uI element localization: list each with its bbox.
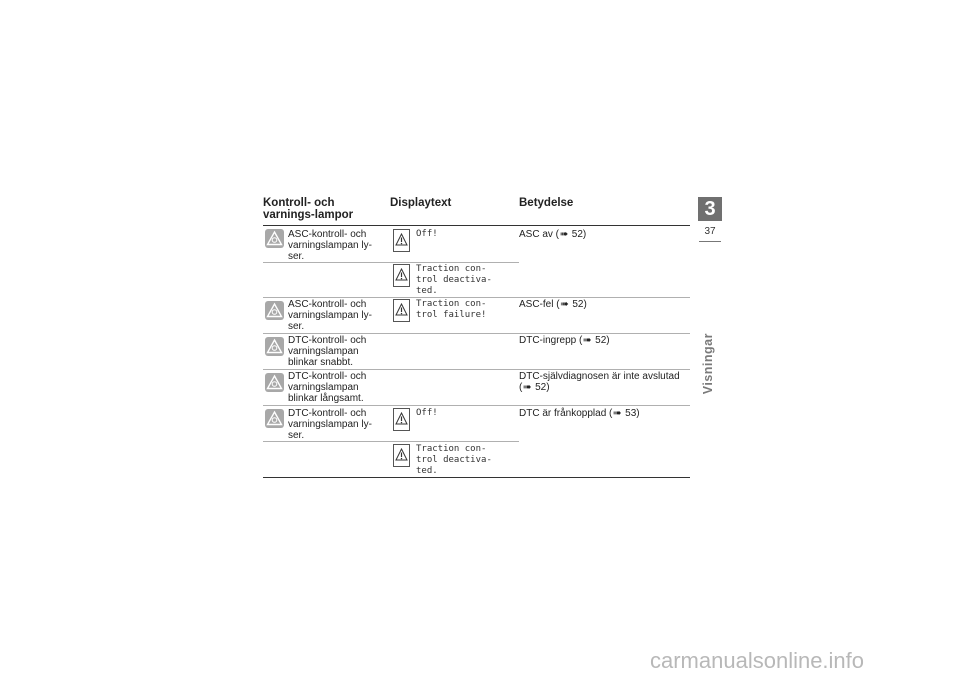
column-header-display: Displaytext xyxy=(390,197,452,209)
display-text: Off! xyxy=(416,229,438,239)
table-bottom-divider xyxy=(263,477,690,478)
row-divider xyxy=(263,369,690,370)
meaning-text: ASC av (➠ 52) xyxy=(519,229,587,240)
lamp-description: ASC-kontroll- och varningslampan ly-ser. xyxy=(288,229,372,262)
warning-triangle-icon xyxy=(393,264,410,287)
warning-triangle-icon xyxy=(393,444,410,467)
tab-divider xyxy=(699,241,721,242)
warning-triangle-icon xyxy=(393,299,410,322)
watermark: carmanualsonline.info xyxy=(650,648,865,673)
row-divider xyxy=(263,405,690,406)
display-text: Traction con- trol deactiva- ted. xyxy=(416,444,492,476)
page-reference[interactable]: 52 xyxy=(571,229,583,240)
page-reference[interactable]: 53 xyxy=(625,408,637,419)
arrow-reference-icon: ➠ xyxy=(583,335,592,346)
warning-triangle-icon xyxy=(393,229,410,252)
section-title: Visningar xyxy=(701,333,715,395)
display-text: Traction con- trol deactiva- ted. xyxy=(416,264,492,296)
arrow-reference-icon: ➠ xyxy=(559,229,569,240)
page-reference[interactable]: 52 xyxy=(595,335,607,346)
meaning-label: ASC av xyxy=(519,229,553,240)
warning-triangle-icon xyxy=(393,408,410,431)
lamp-description: DTC-kontroll- och varningslampan blinkar snabbt. xyxy=(288,335,367,368)
page-reference[interactable]: 52 xyxy=(572,299,584,310)
asc-warning-lamp-icon xyxy=(265,301,284,320)
row-divider xyxy=(263,333,690,334)
lamp-description: ASC-kontroll- och varningslampan ly-ser. xyxy=(288,299,372,332)
dtc-warning-lamp-icon xyxy=(265,337,284,356)
display-text: Traction con- trol failure! xyxy=(416,299,487,320)
meaning-text: DTC-självdiagnosen är inte avslutad (➠ 52) xyxy=(519,371,680,393)
meaning-text: ASC-fel (➠ 52) xyxy=(519,299,587,310)
arrow-reference-icon: ➠ xyxy=(523,382,532,393)
meaning-label: ASC-fel xyxy=(519,299,554,310)
dtc-warning-lamp-icon xyxy=(265,409,284,428)
arrow-reference-icon: ➠ xyxy=(560,299,569,310)
meaning-label: DTC-självdiagnosen är inte avslutad xyxy=(519,371,680,382)
page-number: 37 xyxy=(704,226,716,237)
asc-warning-lamp-icon xyxy=(265,229,284,248)
header-divider xyxy=(263,225,690,226)
display-text: Off! xyxy=(416,408,438,418)
page-reference[interactable]: 52 xyxy=(535,382,547,393)
lamp-description: DTC-kontroll- och varningslampan ly-ser. xyxy=(288,408,372,441)
meaning-label: DTC-ingrepp xyxy=(519,335,577,346)
dtc-warning-lamp-icon xyxy=(265,373,284,392)
chapter-number: 3 xyxy=(698,197,722,221)
column-header-meaning: Betydelse xyxy=(519,197,574,209)
meaning-label: DTC är frånkopplad xyxy=(519,408,607,419)
lamp-description: DTC-kontroll- och varningslampan blinkar långsamt. xyxy=(288,371,367,404)
column-header-lamps: Kontroll- och varnings-lampor xyxy=(263,197,354,221)
row-divider xyxy=(263,262,519,263)
meaning-text: DTC-ingrepp (➠ 52) xyxy=(519,335,610,346)
row-divider xyxy=(263,441,519,442)
arrow-reference-icon: ➠ xyxy=(613,408,622,419)
meaning-text: DTC är frånkopplad (➠ 53) xyxy=(519,408,640,419)
row-divider xyxy=(263,297,690,298)
